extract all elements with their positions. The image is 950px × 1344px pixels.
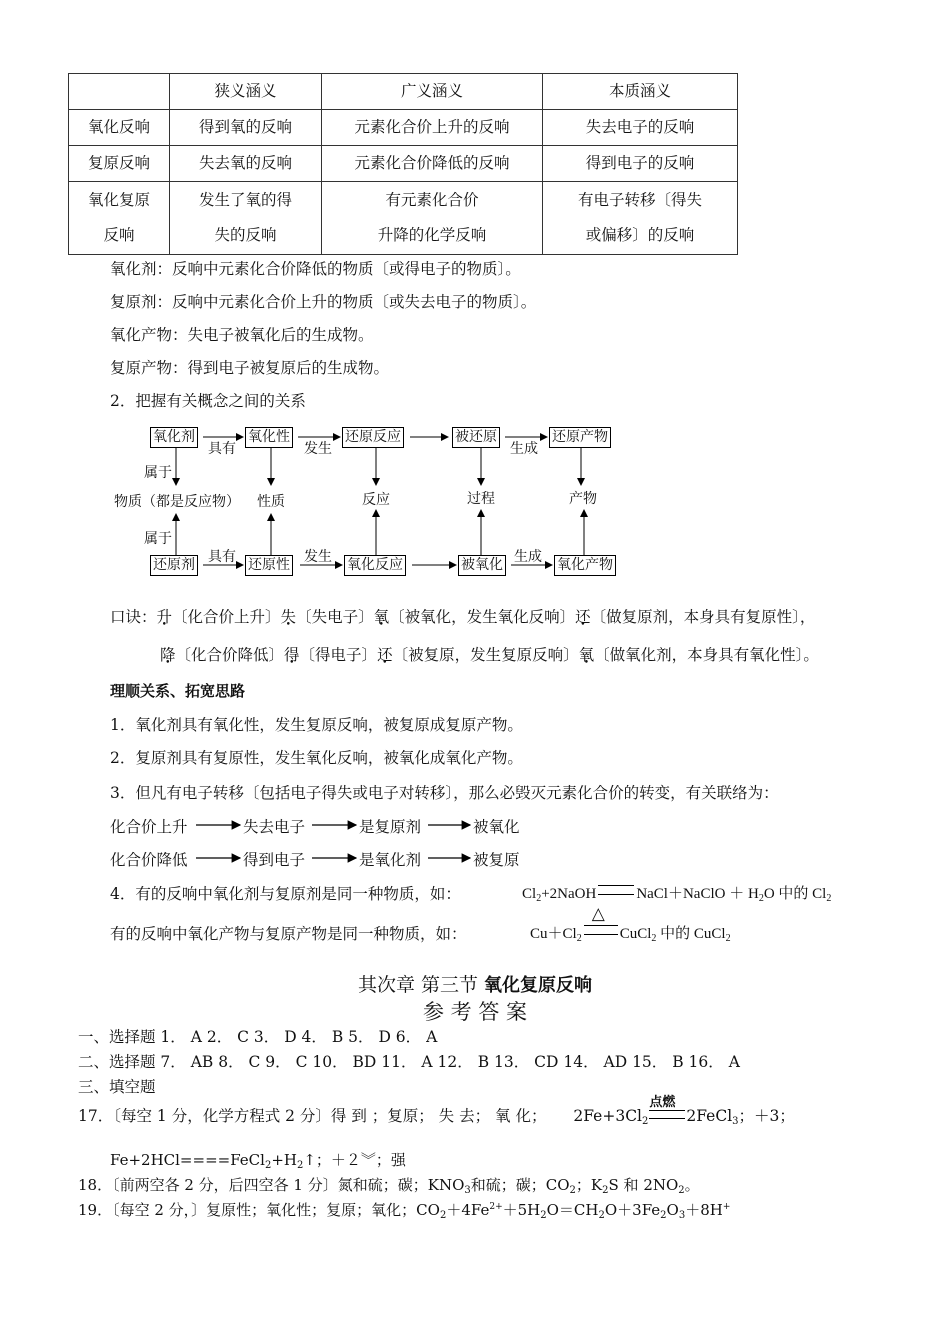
equals-sign — [598, 885, 634, 895]
eq-sub: 2 — [826, 893, 832, 904]
mnemonic-key: 氧 — [373, 608, 390, 626]
eq-part: ↑；＋２︾；强 — [303, 1151, 406, 1169]
eq-part: O＋3Fe — [604, 1201, 661, 1219]
eq-sub: 2 — [296, 1160, 304, 1171]
point-2: 2．复原剂具有复原性，发生氧化反响，被氧化成氧化产物。 — [110, 749, 523, 767]
table-header-cell: 本质涵义 — [543, 74, 738, 110]
eq-part: Fe+2HCl====FeCl — [110, 1151, 265, 1169]
chain-2-c: 是氧化剂 — [359, 851, 422, 869]
label-has: 具有 — [208, 549, 236, 565]
table-cell: 失去氧的反响 — [170, 146, 322, 182]
cell-line: 氧化复原 — [87, 191, 150, 209]
eq-sub: 3 — [732, 1116, 739, 1127]
mnemonic-text: 〔被复原，发生复原反响〕 — [392, 646, 579, 664]
eq-sub: 2 — [536, 893, 542, 904]
eq-sup: + — [722, 1202, 731, 1212]
table-cell: 得到电子的反响 — [543, 146, 738, 182]
eq-part: O 中的 Cl — [763, 886, 827, 902]
cell-line: 或偏移〕的反响 — [585, 226, 695, 244]
mnemonic-key: 氧 — [578, 646, 595, 664]
table-cell: 元素化合价上升的反响 — [322, 110, 543, 146]
chain-1-a: 化合价上升 — [110, 818, 188, 836]
cell-line: 发生了氧的得 — [198, 191, 292, 209]
chain-1-d: 被氧化 — [473, 818, 520, 836]
cell-line: 升降的化学反响 — [377, 226, 487, 244]
box-reduced: 被还原 — [452, 427, 500, 448]
eq-part: 18．〔前两空各 2 分，后四空各 1 分〕氮和硫；碳；KNO — [78, 1176, 465, 1194]
cell-line: 有电子转移〔得失 — [577, 191, 702, 209]
eq-part: Cu＋Cl — [530, 926, 577, 942]
eq-part: +2NaOH — [541, 886, 597, 902]
eq-part: Cl — [522, 886, 537, 902]
table-header-cell: 狭义涵义 — [170, 74, 322, 110]
eq-part: 中的 CuCl — [656, 926, 726, 942]
eq-sub: 3 — [678, 1210, 686, 1221]
answer-text: 17．〔每空 1 分，化学方程式 2 分〕得 到 ；复原； 失 去； 氧 化； — [78, 1107, 547, 1125]
point-3: 3．但凡有电子转移〔包括电子得失或电子对转移〕，那么必毁灭元素化合价的转变，有关联络为： — [110, 784, 779, 802]
chain-2-d: 被复原 — [473, 851, 520, 869]
answer-17-line-1 — [78, 1095, 795, 1127]
table-cell: 元素化合价降低的反响 — [322, 146, 543, 182]
heating-equals — [584, 904, 618, 935]
mnemonic-text: 〔得电子〕 — [299, 646, 378, 664]
eq-part: ＋4Fe — [446, 1201, 490, 1219]
box-reduction-product: 还原产物 — [549, 427, 611, 448]
eq-part: CuCl — [619, 926, 652, 942]
table-cell: 复原反响 — [69, 146, 170, 182]
eq-sub: 2 — [569, 1185, 576, 1196]
box-oxidant: 氧化剂 — [150, 427, 198, 448]
eq-sub: 2 — [264, 1160, 272, 1171]
chain-2-b: 得到电子 — [243, 851, 306, 869]
label-undergoes: 发生 — [304, 549, 332, 565]
box-reductant: 还原剂 — [150, 555, 198, 576]
answers-section-1: 一、选择题 1． A 2． C 3． D 4． B 5． D 6． A — [78, 1028, 438, 1046]
title-bold: 氧化复原反响 — [484, 975, 593, 996]
eq-part: NaCl＋NaClO ＋ H — [636, 886, 759, 902]
eq-part: 2Fe+3Cl — [573, 1107, 643, 1125]
node-product: 产物 — [569, 491, 597, 507]
ignite-equals — [649, 1095, 685, 1119]
cell-line: 失的反响 — [214, 226, 277, 244]
label-undergoes: 发生 — [304, 441, 332, 457]
mnemonic-text: 〔化合价上升〕 — [172, 608, 281, 626]
mnemonic-text: 〔做氧化剂，本身具有氧化性〕。 — [594, 646, 819, 664]
mnemonic-key: 失 — [280, 608, 297, 626]
eq-part: S 和 2NO — [608, 1176, 679, 1194]
table-header-cell: 广义涵义 — [322, 74, 543, 110]
equation-cu-cl2 — [530, 904, 731, 944]
node-property: 性质 — [257, 494, 285, 510]
eq-sub: 2 — [758, 893, 764, 904]
eq-sub: 2 — [660, 1210, 667, 1221]
eq-part: +H — [271, 1151, 297, 1169]
eq-sub: 2 — [598, 1210, 605, 1221]
point-4: 4．有的反响中氧化剂与复原剂是同一种物质，如： — [110, 885, 461, 903]
section-2-title: 2．把握有关概念之间的关系 — [110, 392, 306, 410]
eq-sub: 2 — [576, 933, 582, 944]
eq-sub: 2 — [725, 933, 731, 944]
cell-line: 反响 — [103, 226, 135, 244]
mnemonic-text: 〔化合价降低〕 — [175, 646, 285, 664]
eq-part: ；＋3； — [738, 1107, 795, 1125]
mnemonic-key: 升 — [156, 608, 173, 626]
eq-part: ；K — [575, 1176, 603, 1194]
mnemonic-key: 得 — [284, 646, 300, 664]
answers-section-2: 二、选择题 7． AB 8． C 9． C 10． BD 11． A 12． B 13． CD 14． AD 15． B 16． A — [78, 1053, 740, 1071]
eq-part: O — [666, 1201, 679, 1219]
answer-17-line-2 — [110, 1149, 406, 1170]
box-oxidizing-property: 氧化性 — [245, 427, 293, 448]
eq-part: 2FeCl — [686, 1107, 733, 1125]
eq-sub: 3 — [464, 1185, 471, 1196]
eq-sub: 2 — [602, 1185, 609, 1196]
heat-icon: △ — [591, 904, 605, 923]
label-produces: 生成 — [514, 549, 542, 565]
label-produces: 生成 — [510, 441, 538, 457]
mnemonic-prefix: 口诀： — [110, 608, 157, 626]
eq-sup: 2+ — [489, 1202, 503, 1212]
answers-section-3: 三、填空题 — [78, 1078, 156, 1096]
eq-part: 和硫；碳；CO — [470, 1176, 570, 1194]
answer-19 — [78, 1199, 730, 1220]
eq-part: ＋5H — [502, 1201, 541, 1219]
label-has: 具有 — [208, 441, 236, 457]
label-belongs-to: 属于 — [144, 465, 172, 481]
table-cell: 失去电子的反响 — [543, 110, 738, 146]
definition-reduction-product: 复原产物：得到电子被复原后的生成物。 — [110, 359, 390, 377]
page-subtitle: 参 考 答 案 — [422, 1000, 528, 1024]
mnemonic-key: 还 — [377, 646, 393, 664]
definition-oxidation-product: 氧化产物：失电子被氧化后的生成物。 — [110, 326, 374, 344]
eq-sub: 2 — [651, 933, 657, 944]
node-substance: 物质（都是反应物） — [114, 494, 240, 510]
mnemonic-key: 还 — [575, 608, 591, 626]
eq-sub: 2 — [540, 1210, 547, 1221]
box-reducing-property: 还原性 — [245, 555, 293, 576]
title-plain: 其次章 第三节 — [357, 974, 485, 996]
eq-sub: 2 — [439, 1210, 447, 1221]
ignite-label: 点燃 — [649, 1095, 676, 1110]
box-reduction-reaction: 还原反应 — [342, 427, 404, 448]
eq-sub: 2 — [678, 1185, 685, 1196]
section-heading: 理顺关系、拓宽思路 — [110, 682, 246, 700]
definition-reductant: 复原剂：反响中元素化合价上升的物质〔或失去电子的物质〕。 — [110, 293, 537, 311]
node-process: 过程 — [467, 491, 495, 507]
mnemonic-text: 〔失电子〕 — [296, 608, 374, 626]
definition-oxidant: 氧化剂：反响中元素化合价降低的物质〔或得电子的物质〕。 — [110, 260, 521, 278]
mnemonic-text: 〔被氧化，发生氧化反响〕 — [389, 608, 576, 626]
label-belongs-to: 属于 — [144, 531, 172, 547]
eq-part: O＝CH — [546, 1201, 599, 1219]
page-title — [0, 970, 950, 997]
eq-part: 。 — [684, 1176, 700, 1194]
point-1: 1．氧化剂具有氧化性，发生复原反响，被复原成复原产物。 — [110, 716, 523, 734]
chain-2-a: 化合价降低 — [110, 851, 188, 869]
point-5: 有的反响中氧化产物与复原产物是同一种物质，如： — [110, 925, 467, 943]
equation-cl2-naoh — [522, 882, 831, 903]
chain-1-b: 失去电子 — [243, 818, 306, 836]
cell-line: 有元素化合价 — [385, 191, 479, 209]
mnemonic-key: 降 — [160, 646, 176, 664]
eq-part: 19．〔每空 2 分，〕复原性；氧化性；复原；氧化；CO — [78, 1201, 440, 1219]
box-oxidation-reaction: 氧化反应 — [344, 555, 406, 576]
table-cell: 氧化反响 — [69, 110, 170, 146]
chain-1-c: 是复原剂 — [359, 818, 422, 836]
box-oxidation-product: 氧化产物 — [554, 555, 616, 576]
node-reaction: 反应 — [362, 492, 390, 508]
answer-18 — [78, 1174, 700, 1195]
mnemonic-text: 〔做复原剂，本身具有复原性〕， — [590, 608, 816, 626]
eq-part: ＋8H — [685, 1201, 723, 1219]
box-oxidized: 被氧化 — [458, 555, 506, 576]
table-cell: 得到氧的反响 — [170, 110, 322, 146]
eq-sub: 2 — [642, 1116, 649, 1127]
